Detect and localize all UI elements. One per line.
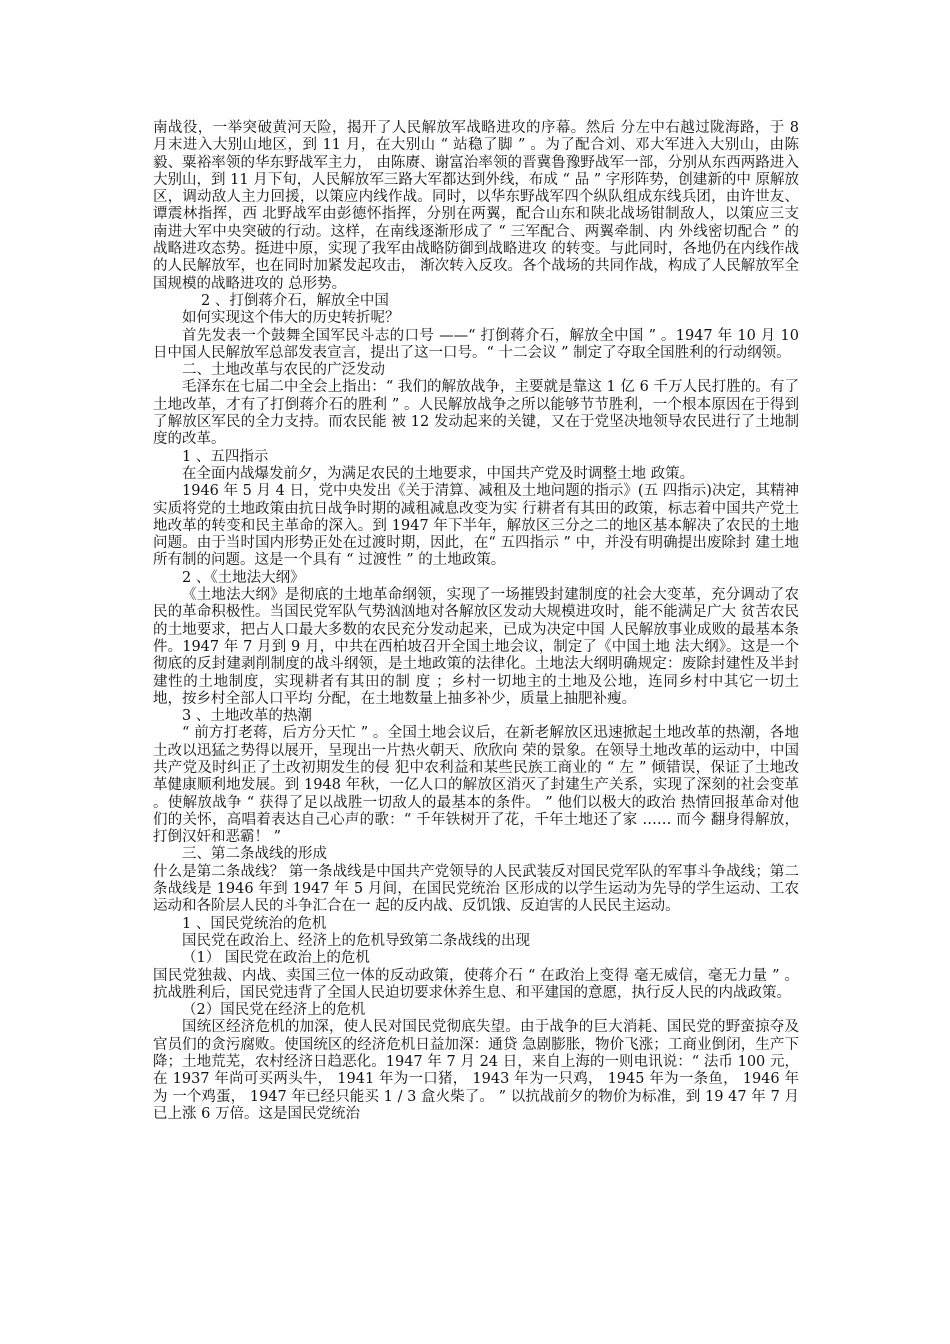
body-paragraph: 什么是第二条战线？ 第一条战线是中国共产党领导的人民武装反对国民党军队的军事斗争战线；第二条战线是 1946 年到 1947 年 5 月间，在国民党统治 区形成的以学生运动为先导的学生运动、工农运动和各阶层人民的斗争汇合在一 起的反内战、反饥饿、反迫害的人民民主运动。 bbox=[153, 863, 799, 915]
subsection-heading: （1） 国民党在政治上的危机 bbox=[182, 950, 370, 967]
body-paragraph: 在全面内战爆发前夕，为满足农民的土地要求，中国共产党及时调整土地 政策。 bbox=[182, 465, 695, 482]
body-paragraph: 国民党在政治上、经济上的危机导致第二条战线的出现 bbox=[182, 932, 530, 949]
body-paragraph: 《土地法大纲》是彻底的土地革命纲领，实现了一场摧毁封建制度的社会大变革，充分调动了农民的革命积极性。当国民党军队气势汹汹地对各解放区发动大规模进攻时，能不能满足广大 贫苦农民的土地要求，把占人口最大多数的农民充分发动起来，已成为决定中国 人民解放事业成败的最基本条件。1947 年 7 月到 9 月，中共在西柏坡召开全国土地会议，制定了《中国土地 法大纲》。这是一个彻底的反封建剥削制度的战斗纲领，是土地政策的法律化。土地法大纲明确规定：废除封建性及半封建性的土地制度，实现耕者有其田的制 度 ；乡村一切地主的土地及公地，连同乡村中其它一切土地，按乡村全部人口平均 分配，在土地数量上抽多补少，质量上抽肥补瘦。 bbox=[153, 587, 799, 707]
subsection-heading: 1 、五四指示 bbox=[182, 448, 269, 465]
body-paragraph: 国统区经济危机的加深，使人民对国民党彻底失望。由于战争的巨大消耗、国民党的野蛮掠夺及官员们的贪污腐败。使国统区的经济危机日益加深：通贷 急剧膨胀，物价飞涨；工商业倒闭，生产下降；土地荒芜，农村经济日趋恶化。1947 年 7 月 24 日，来自上海的一则电讯说：“ 法币 100 元，在 1937 年尚可买两头牛， 1941 年为一口猪， 1943 年为一只鸡， 1945 年为一条鱼， 1946 年为 一个鸡蛋， 1947 年已经只能买 1 / 3 盒火柴了。 ” 以抗战前夕的物价为标准，到 19 47 年 7 月已上涨 6 万倍。这是国民党统治 bbox=[153, 1019, 799, 1122]
section-heading: 二、土地改革与农民的广泛发动 bbox=[182, 362, 385, 379]
body-paragraph: 1946 年 5 月 4 日，党中央发出《关于清算、减租及土地问题的指示》(五 四指示)决定，其精神实质将党的土地政策由抗日战争时期的减租减息改变为实 行耕者有其田的政策，标志着中国共产党土地改革的转变和民主革命的深入。到 1947 年下半年，解放区三分之二的地区基本解决了农民的土地问题。由于当时国内形势正处在过渡时期，因此，在“ 五四指示 ” 中，并没有明确提出废除封 建土地所有制的问题。这是一个具有 “ 过渡性 ” 的土地政策。 bbox=[153, 483, 799, 569]
body-paragraph: 首先发表一个鼓舞全国军民斗志的口号 ——“ 打倒蒋介石，解放全中国 ” 。1947 年 10 月 10 日中国人民解放军总部发表宣言，提出了这一口号。“ 十二会议 ” 制定了夺取全国胜利的行动纲领。 bbox=[153, 327, 799, 361]
body-paragraph: “ 前方打老蒋，后方分天忙 ” 。全国土地会议后，在新老解放区迅速掀起土地改革的热潮，各地土改以迅猛之势得以展开，呈现出一片热火朝天、欣欣向 荣的景象。在领导土地改革的运动中，中国共产党及时纠正了土改初期发生的侵 犯中农利益和某些民族工商业的 “ 左 ” 倾错误，保证了土地改革健康顺利地发展。到 1948 年秋，一亿人口的解放区消灭了封建生产关系，实现了深刻的社会变革 。使解放战争 “ 获得了足以战胜一切敌人的最基本的条件。 ” 他们以极大的政治 热情回报革命对他们的关怀，高唱着表达自己心声的歌：“ 千年铁树开了花，千年土地还了家 …… 而今 翻身得解放，打倒汉奸和恶霸！ ” bbox=[153, 725, 799, 846]
body-paragraph: 如何实现这个伟大的历史转折呢？ bbox=[182, 310, 400, 327]
document-page bbox=[153, 120, 799, 1123]
body-paragraph: 毛泽东在七届二中全会上指出：“ 我们的解放战争，主要就是靠这 1 亿 6 千万人民打胜的。有了土地改革，才有了打倒蒋介石的胜利 ” 。人民解放战争之所以能够节节胜利，一个根本原因在于得到了解放区军民的全力支持。而农民能 被 12 发动起来的关键，又在于党坚决地领导农民进行了土地制度的改革。 bbox=[153, 379, 799, 448]
section-heading: 三、第二条战线的形成 bbox=[182, 846, 327, 863]
body-paragraph: 国民党独裁、内战、卖国三位一体的反动政策，使蒋介石 “ 在政治上变得 毫无威信，毫无力量 ” 。 抗战胜利后，国民党违背了全国人民迫切要求休养生息、和平建国的意愿，执行反人民的内战政策。 bbox=[153, 967, 799, 1001]
subsection-heading: 2 、打倒蒋介石，解放全中国 bbox=[201, 292, 389, 309]
subsection-heading: （2）国民党在经济上的危机 bbox=[182, 1002, 366, 1019]
subsection-heading: 2 、《土地法大纲》 bbox=[182, 569, 305, 586]
body-paragraph: 南战役，一举突破黄河天险，揭开了人民解放军战略进攻的序幕。然后 分左中右越过陇海路，于 8 月末进入大别山地区，到 11 月，在大别山 “ 站稳了脚 ” 。为了配合刘、邓大军进入大别山，由陈毅、粟裕率领的华东野战军主力， 由陈赓、谢富治率领的晋冀鲁豫野战军一部，分别从东西两路进入大别山，到 11 月下旬，人民解放军三路大军都达到外线，布成 “ 品 ” 字形阵势，创建新的中 原解放区，调动敌人主力回援，以策应内线作战。同时，以华东野战军四个纵队组成东线兵团，由许世友、谭震林指挥，西 北野战军由彭德怀指挥，分别在两翼，配合山东和陕北战场钳制敌人，以策应三支 南进大军中央突破的行动。这样，在南线逐渐形成了 “ 三军配合、两翼牵制、内 外线密切配合 ” 的战略进攻态势。挺进中原，实现了我军由战略防御到战略进攻 的转变。与此同时，各地仍在内线作战的人民解放军，也在同时加紧发起攻击， 渐次转入反攻。各个战场的共同作战，构成了人民解放军全国规模的战略进攻的 总形势。 bbox=[153, 120, 799, 292]
subsection-heading: 3 、土地改革的热潮 bbox=[182, 708, 312, 725]
subsection-heading: 1 、国民党统治的危机 bbox=[182, 915, 327, 932]
